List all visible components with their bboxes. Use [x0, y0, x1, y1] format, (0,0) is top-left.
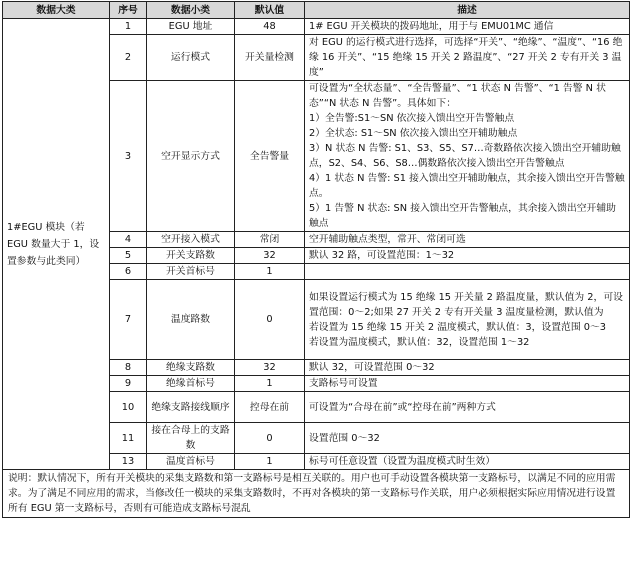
row-default-value: 0 — [235, 280, 305, 360]
row-subcategory: 绝缘支路接线顺序 — [147, 392, 235, 423]
note-row — [3, 470, 630, 518]
row-default-value: 常闭 — [235, 232, 305, 248]
row-default-value: 1 — [235, 454, 305, 470]
row-subcategory: EGU 地址 — [147, 19, 235, 35]
row-default-value: 32 — [235, 360, 305, 376]
description-line: 如果设置运行模式为 15 绝缘 15 开关量 2 路温度量，默认值为 2，可设置范围：0～2;如果 27 开关 2 专有开关量 3 温度量检测，默认值为 — [309, 291, 623, 318]
description-line: 默认 32，可设置范围 0～32 — [309, 362, 435, 373]
row-default-value: 0 — [235, 423, 305, 454]
table-row — [3, 19, 630, 35]
row-number: 9 — [110, 376, 147, 392]
row-default-value: 开关量检测 — [235, 35, 305, 81]
header-category: 数据大类 — [3, 2, 110, 19]
row-subcategory: 运行模式 — [147, 35, 235, 81]
description-line: 1）全告警:S1～SN 依次接入馈出空开告警触点 — [309, 113, 515, 124]
row-number: 13 — [110, 454, 147, 470]
row-number: 11 — [110, 423, 147, 454]
row-subcategory: 温度首标号 — [147, 454, 235, 470]
description-line: 2）全状态: S1～SN 依次接入馈出空开辅助触点 — [309, 128, 518, 139]
row-subcategory: 开关首标号 — [147, 264, 235, 280]
description-line: 默认 32 路，可设置范围：1～32 — [309, 250, 455, 261]
row-description — [305, 232, 630, 248]
row-number: 1 — [110, 19, 147, 35]
row-number: 3 — [110, 81, 147, 232]
description-line: 1# EGU 开关模块的拨码地址，用于与 EMU01MC 通信 — [309, 21, 554, 32]
header-no: 序号 — [110, 2, 147, 19]
row-number: 7 — [110, 280, 147, 360]
row-description — [305, 360, 630, 376]
row-default-value: 控母在前 — [235, 392, 305, 423]
description-line: 可设置为“全状态量”、“全告警量”、“1 状态 N 告警”、“1 告警 N 状态”“N 状态 N 告警”。具体如下： — [309, 83, 606, 109]
header-row — [3, 2, 630, 19]
row-description — [305, 19, 630, 35]
description-line: 若设置为 15 绝缘 15 开关 2 温度模式，默认值：3，设置范围 0～3 — [309, 321, 606, 333]
description-line: 4）1 状态 N 告警: S1 接入馈出空开辅助触点，其余接入馈出空开告警触点。 — [309, 173, 625, 199]
row-number: 5 — [110, 248, 147, 264]
row-description — [305, 423, 630, 454]
description-line: 可设置为“合母在前”或“控母在前”两种方式 — [309, 401, 496, 413]
note-text: 说明：默认情况下，所有开关模块的采集支路数和第一支路标号是相互关联的。用户也可手动设置各模块第一支路标号，以满足不同的应用需求。为了满足不同应用的需求，当修改任一模块的采集支路数时，不再对各模块的第一支路标号作关联，用户必须根据实际应用情况进行设置所有 EGU 第一支路标号，否则有可能造成支路标号混乱 — [3, 470, 630, 518]
row-number: 8 — [110, 360, 147, 376]
category-cell: 1#EGU 模块（若EGU 数量大于 1，设置参数与此类同） — [3, 19, 110, 470]
row-subcategory: 绝缘首标号 — [147, 376, 235, 392]
description-line: 3）N 状态 N 告警: S1、S3、S5、S7…奇数路依次接入馈出空开辅助触点，S2、S4、S6、S8…偶数路依次接入馈出空开告警触点 — [309, 143, 621, 169]
row-subcategory: 接在合母上的支路数 — [147, 423, 235, 454]
description-line: 若设置为温度模式，默认值：32，设置范围 1～32 — [309, 336, 530, 348]
row-description — [305, 454, 630, 470]
row-description — [305, 264, 630, 280]
row-default-value: 48 — [235, 19, 305, 35]
row-subcategory: 开关支路数 — [147, 248, 235, 264]
table-body — [3, 19, 630, 518]
row-default-value: 1 — [235, 376, 305, 392]
row-number: 10 — [110, 392, 147, 423]
row-description — [305, 35, 630, 81]
description-line: 空开辅助触点类型，常开、常闭可选 — [309, 234, 466, 245]
header-default: 默认值 — [235, 2, 305, 19]
row-description — [305, 376, 630, 392]
row-subcategory: 绝缘支路数 — [147, 360, 235, 376]
header-subcategory: 数据小类 — [147, 2, 235, 19]
description-line: 标号可任意设置（设置为温度模式时生效） — [309, 456, 496, 467]
row-description — [305, 81, 630, 232]
row-number: 6 — [110, 264, 147, 280]
row-default-value: 1 — [235, 264, 305, 280]
row-number: 2 — [110, 35, 147, 81]
parameter-table — [2, 1, 630, 518]
row-number: 4 — [110, 232, 147, 248]
header-description: 描述 — [305, 2, 630, 19]
description-line: 支路标号可设置 — [309, 378, 378, 389]
row-subcategory: 温度路数 — [147, 280, 235, 360]
row-subcategory: 空开接入模式 — [147, 232, 235, 248]
description-line: 5）1 告警 N 状态: SN 接入馈出空开告警触点，其余接入馈出空开辅助触点 — [309, 203, 616, 229]
row-description — [305, 280, 630, 360]
description-line: 对 EGU 的运行模式进行选择，可选择“开关”、“绝缘”、“温度”、“16 绝缘 16 开关”、“15 绝缘 15 开关 2 路温度”、“27 开关 2 专有开关 3 温度” — [309, 37, 623, 78]
row-default-value: 32 — [235, 248, 305, 264]
row-subcategory: 空开显示方式 — [147, 81, 235, 232]
row-description — [305, 392, 630, 423]
row-description — [305, 248, 630, 264]
description-line: 设置范围 0～32 — [309, 432, 380, 444]
row-default-value: 全告警量 — [235, 81, 305, 232]
